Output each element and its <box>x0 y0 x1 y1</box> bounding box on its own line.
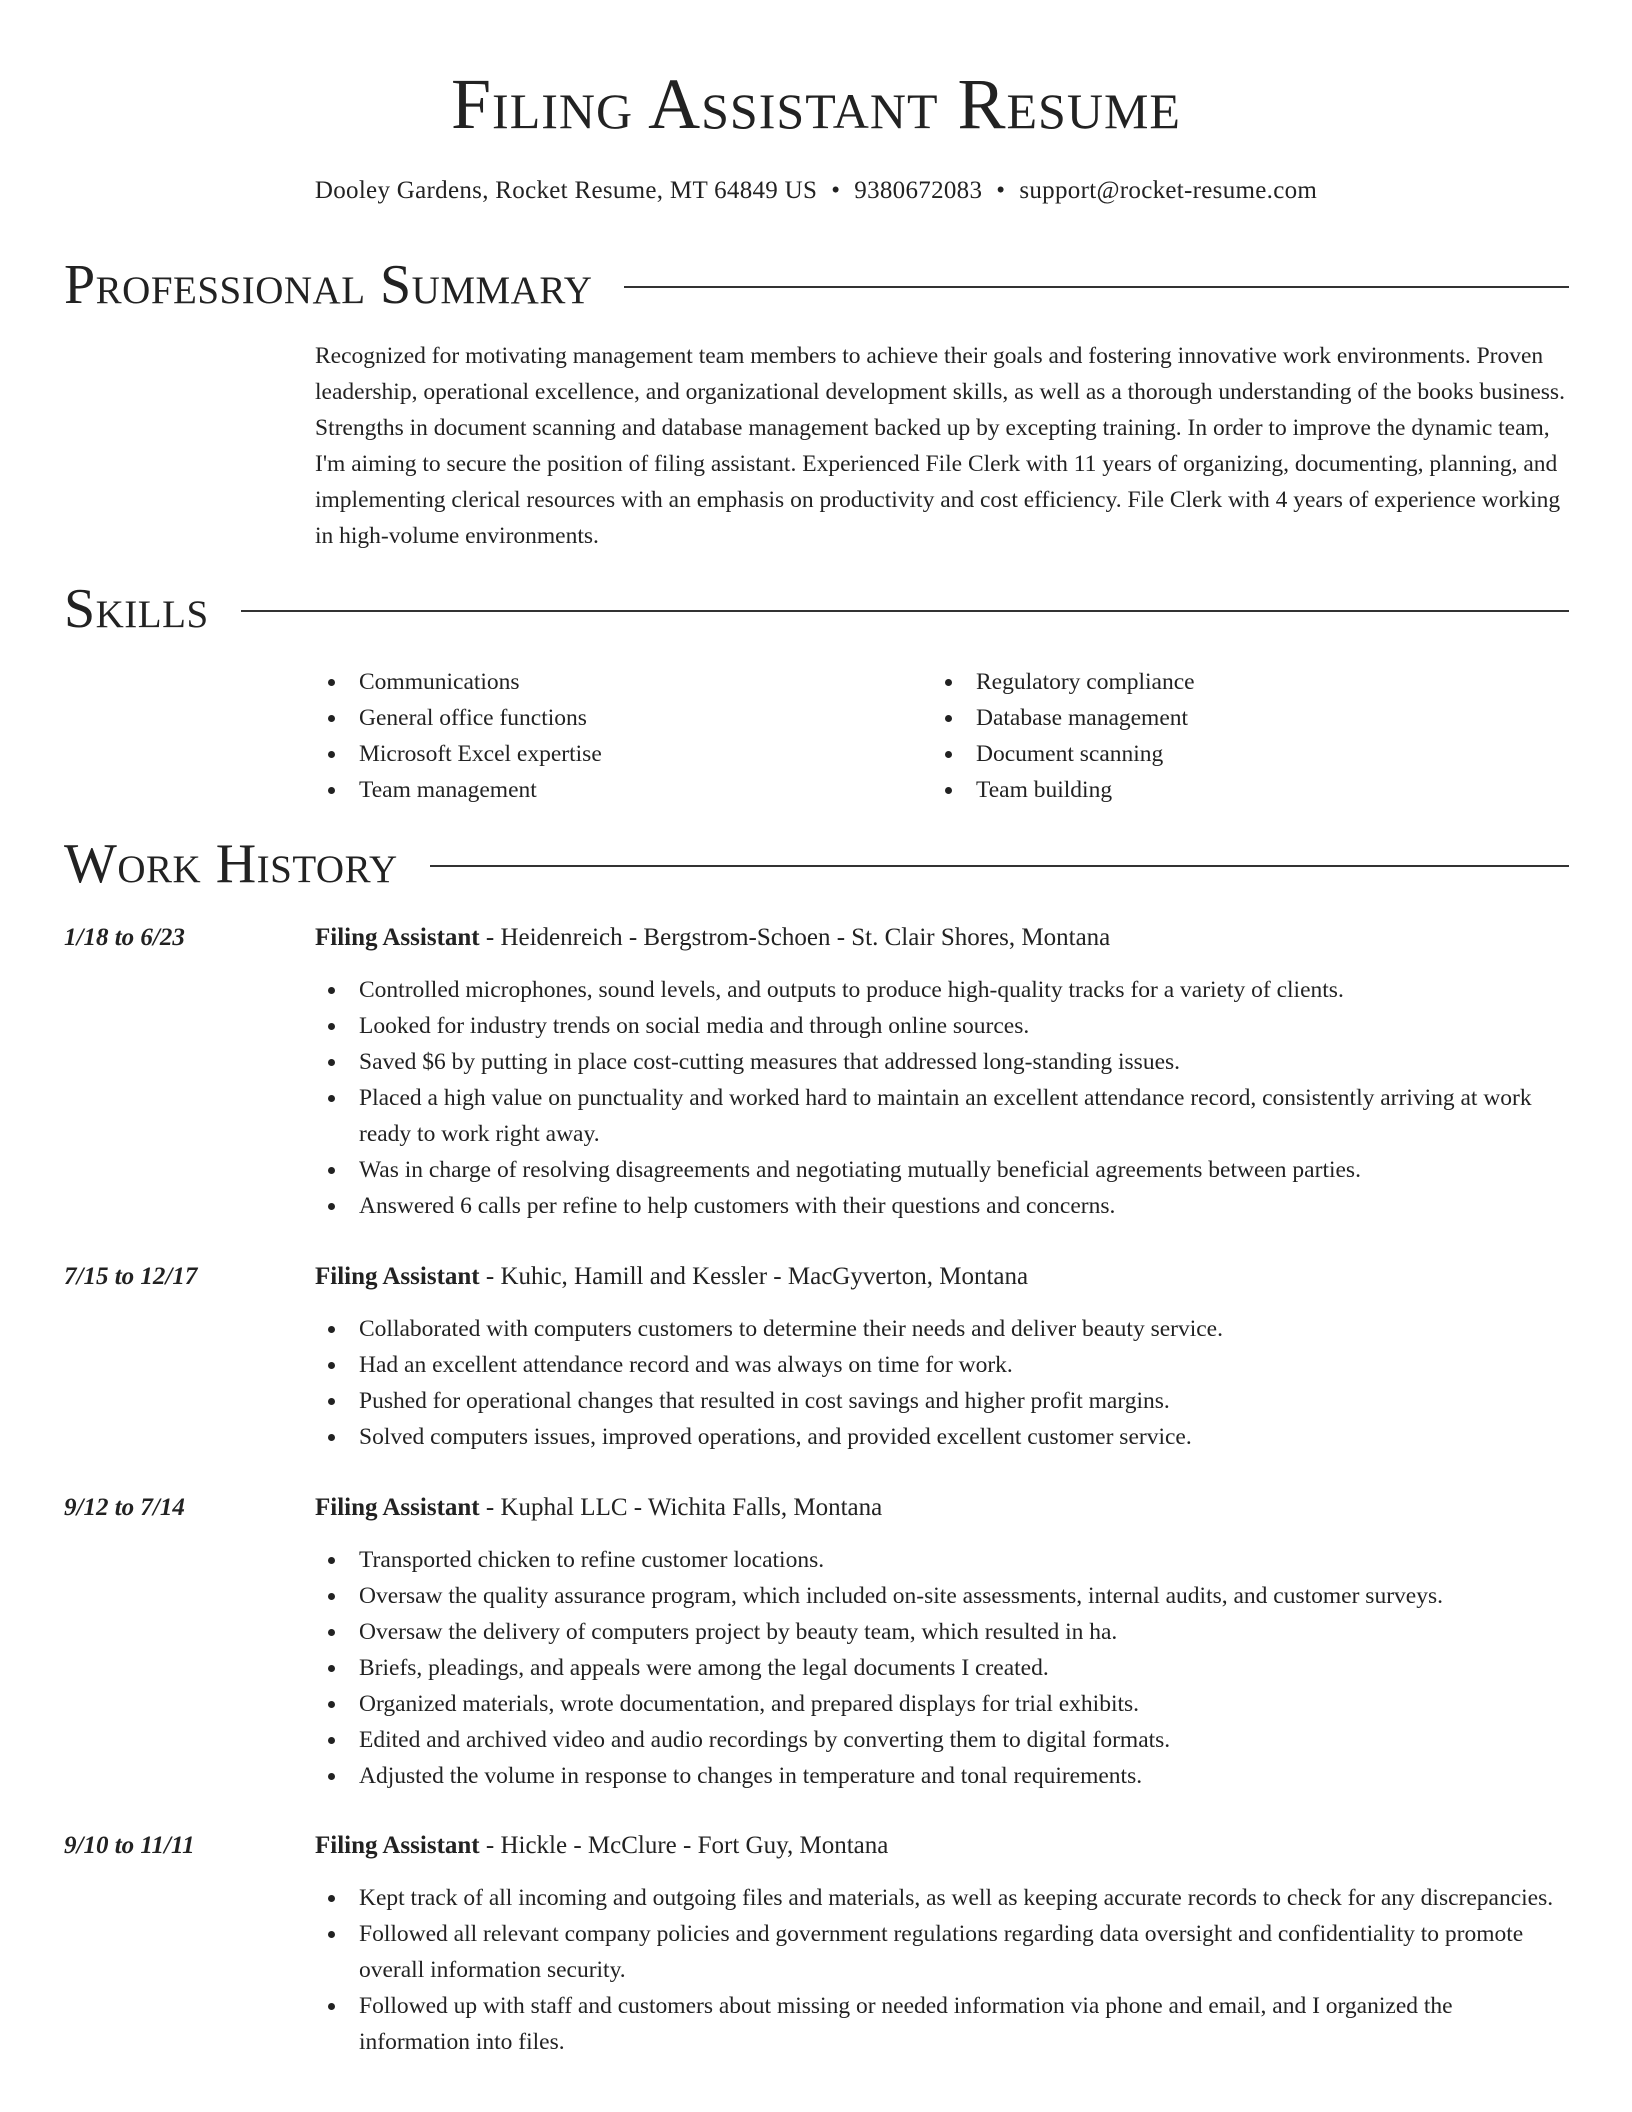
duty-item <box>315 1650 1569 1686</box>
skill-label: Team building <box>976 777 1113 803</box>
bullet-icon <box>328 1203 335 1210</box>
job-duties <box>315 1311 1569 1455</box>
duty-text: Had an excellent attendance record and was always on time for work. <box>359 1352 1013 1378</box>
duty-item <box>315 1614 1569 1650</box>
duty-item <box>315 1542 1569 1578</box>
job-duties <box>315 972 1569 1224</box>
skills-column-right <box>932 664 1549 808</box>
bullet-icon <box>328 1895 335 1902</box>
bullet-icon <box>328 1095 335 1102</box>
skill-label: Regulatory compliance <box>976 669 1195 695</box>
duty-text: Saved $6 by putting in place cost-cutting measures that addressed long-standing issues. <box>359 1049 1181 1075</box>
bullet-icon <box>328 2003 335 2010</box>
section-divider <box>624 286 1569 288</box>
bullet-icon <box>328 715 335 722</box>
job-details: - Heidenreich - Bergstrom-Schoen - St. Clair Shores, Montana <box>479 924 1111 951</box>
skill-item <box>315 772 932 808</box>
duty-item <box>315 1880 1569 1916</box>
bullet-icon <box>328 1398 335 1405</box>
section-divider <box>430 865 1569 867</box>
job-dates: 9/10 to 11/11 <box>64 1832 195 1859</box>
skill-label: Document scanning <box>976 741 1164 767</box>
job-title: Filing Assistant <box>315 924 480 951</box>
duty-text: Collaborated with computers customers to determine their needs and deliver beauty service. <box>359 1316 1223 1342</box>
contact-line <box>0 174 1632 208</box>
duty-item <box>315 1080 1569 1152</box>
section-title-summary: Professional Summary <box>64 254 593 316</box>
duty-text: Controlled microphones, sound levels, and outputs to produce high-quality tracks for a variety of clients. <box>359 977 1344 1003</box>
bullet-icon <box>328 1023 335 1030</box>
job-title: Filing Assistant <box>315 1494 480 1521</box>
job-title: Filing Assistant <box>315 1263 480 1290</box>
bullet-icon <box>945 787 952 794</box>
duty-text: Followed all relevant company policies and government regulations regarding data oversight and confidentiality to promote overall information security. <box>359 1921 1524 1983</box>
skill-label: Communications <box>359 669 520 695</box>
job-heading <box>315 1828 888 1864</box>
duty-item <box>315 1722 1569 1758</box>
job-heading <box>315 920 1110 956</box>
duty-text: Edited and archived video and audio recordings by converting them to digital formats. <box>359 1727 1171 1753</box>
bullet-icon <box>328 1629 335 1636</box>
duty-text: Placed a high value on punctuality and worked hard to maintain an excellent attendance record, consistently arriving at work ready to work right away. <box>359 1085 1532 1147</box>
job-dates: 7/15 to 12/17 <box>64 1263 198 1290</box>
bullet-icon <box>328 751 335 758</box>
bullet-icon <box>328 1773 335 1780</box>
bullet-icon <box>945 715 952 722</box>
bullet-icon <box>328 987 335 994</box>
duty-item <box>315 1188 1569 1224</box>
skill-item <box>315 736 932 772</box>
bullet-icon <box>945 751 952 758</box>
skill-item <box>315 700 932 736</box>
bullet-icon <box>328 1737 335 1744</box>
job-duties <box>315 1542 1569 1794</box>
section-title-skills: Skills <box>64 578 209 640</box>
bullet-icon <box>328 1434 335 1441</box>
bullet-icon <box>328 1059 335 1066</box>
duty-text: Transported chicken to refine customer locations. <box>359 1547 825 1573</box>
bullet-icon <box>328 1557 335 1564</box>
duty-item <box>315 1311 1569 1347</box>
duty-item <box>315 1686 1569 1722</box>
duty-item <box>315 1758 1569 1794</box>
skill-item <box>932 736 1549 772</box>
duty-item <box>315 1152 1569 1188</box>
duty-text: Oversaw the quality assurance program, which included on-site assessments, internal audits, and customer surveys. <box>359 1583 1443 1609</box>
job-details: - Kuphal LLC - Wichita Falls, Montana <box>479 1494 883 1521</box>
duty-text: Oversaw the delivery of computers project by beauty team, which resulted in ha. <box>359 1619 1118 1645</box>
section-header-summary <box>64 253 1569 317</box>
job-details: - Hickle - McClure - Fort Guy, Montana <box>479 1832 889 1859</box>
skill-item <box>932 664 1549 700</box>
duty-item <box>315 1347 1569 1383</box>
job-heading <box>315 1490 882 1526</box>
section-title-work-history: Work History <box>64 833 398 895</box>
job-title: Filing Assistant <box>315 1832 480 1859</box>
duty-text: Organized materials, wrote documentation, and prepared displays for trial exhibits. <box>359 1691 1140 1717</box>
bullet-icon <box>328 1362 335 1369</box>
bullet-icon <box>328 1326 335 1333</box>
duty-item <box>315 1044 1569 1080</box>
skills-column-left <box>315 664 932 808</box>
bullet-icon <box>328 787 335 794</box>
skill-label: Microsoft Excel expertise <box>359 741 602 767</box>
section-header-skills <box>64 577 1569 641</box>
duty-item <box>315 1988 1569 2060</box>
duty-item <box>315 1008 1569 1044</box>
skill-label: General office functions <box>359 705 587 731</box>
bullet-icon <box>328 1931 335 1938</box>
duty-text: Followed up with staff and customers about missing or needed information via phone and email, and I organized the information into files. <box>359 1993 1453 2055</box>
contact-separator: • <box>996 177 1006 204</box>
skill-item <box>932 700 1549 736</box>
job-heading <box>315 1259 1028 1295</box>
job-dates: 1/18 to 6/23 <box>64 924 185 951</box>
duty-item <box>315 1419 1569 1455</box>
contact-phone: 9380672083 <box>854 177 983 204</box>
bullet-icon <box>328 1665 335 1672</box>
bullet-icon <box>328 1593 335 1600</box>
duty-text: Was in charge of resolving disagreements and negotiating mutually beneficial agreements between parties. <box>359 1157 1361 1183</box>
job-dates: 9/12 to 7/14 <box>64 1494 185 1521</box>
duty-text: Solved computers issues, improved operations, and provided excellent customer service. <box>359 1424 1192 1450</box>
duty-text: Kept track of all incoming and outgoing files and materials, as well as keeping accurate records to check for any discrepancies. <box>359 1885 1554 1911</box>
skills-grid <box>315 664 1570 808</box>
contact-separator: • <box>831 177 841 204</box>
skill-label: Team management <box>359 777 537 803</box>
summary-paragraph: Recognized for motivating management team members to achieve their goals and fostering innovative work environments. Proven leadership, operational excellence, and organizational development skills, as well as a thorough understanding of the books business. Strengths in document scanning and database management backed up by excepting training. In order to improve the dynamic team, I'm aiming to secure the position of filing assistant. Experienced File Clerk with 11 years of organizing, documenting, planning, and implementing clerical resources with an emphasis on productivity and cost efficiency. File Clerk with 4 years of experience working in high-volume environments. <box>315 343 1565 549</box>
bullet-icon <box>328 1167 335 1174</box>
duty-item <box>315 1578 1569 1614</box>
skill-item <box>932 772 1549 808</box>
duty-text: Briefs, pleadings, and appeals were among the legal documents I created. <box>359 1655 1049 1681</box>
skill-label: Database management <box>976 705 1189 731</box>
duty-text: Pushed for operational changes that resulted in cost savings and higher profit margins. <box>359 1388 1170 1414</box>
bullet-icon <box>328 1701 335 1708</box>
contact-address: Dooley Gardens, Rocket Resume, MT 64849 US <box>314 177 818 204</box>
duty-text: Adjusted the volume in response to changes in temperature and tonal requirements. <box>359 1763 1143 1789</box>
section-divider <box>241 610 1569 612</box>
duty-text: Looked for industry trends on social media and through online sources. <box>359 1013 1030 1039</box>
job-details: - Kuhic, Hamill and Kessler - MacGyverton, Montana <box>479 1263 1029 1290</box>
section-header-work-history <box>64 832 1569 896</box>
duty-text: Answered 6 calls per refine to help customers with their questions and concerns. <box>359 1193 1116 1219</box>
bullet-icon <box>328 679 335 686</box>
duty-item <box>315 972 1569 1008</box>
duty-item <box>315 1383 1569 1419</box>
duty-item <box>315 1916 1569 1988</box>
contact-email[interactable]: support@rocket-resume.com <box>1019 177 1318 204</box>
job-duties <box>315 1880 1569 2060</box>
skill-item <box>315 664 932 700</box>
resume-title: Filing Assistant Resume <box>451 64 1181 144</box>
bullet-icon <box>945 679 952 686</box>
